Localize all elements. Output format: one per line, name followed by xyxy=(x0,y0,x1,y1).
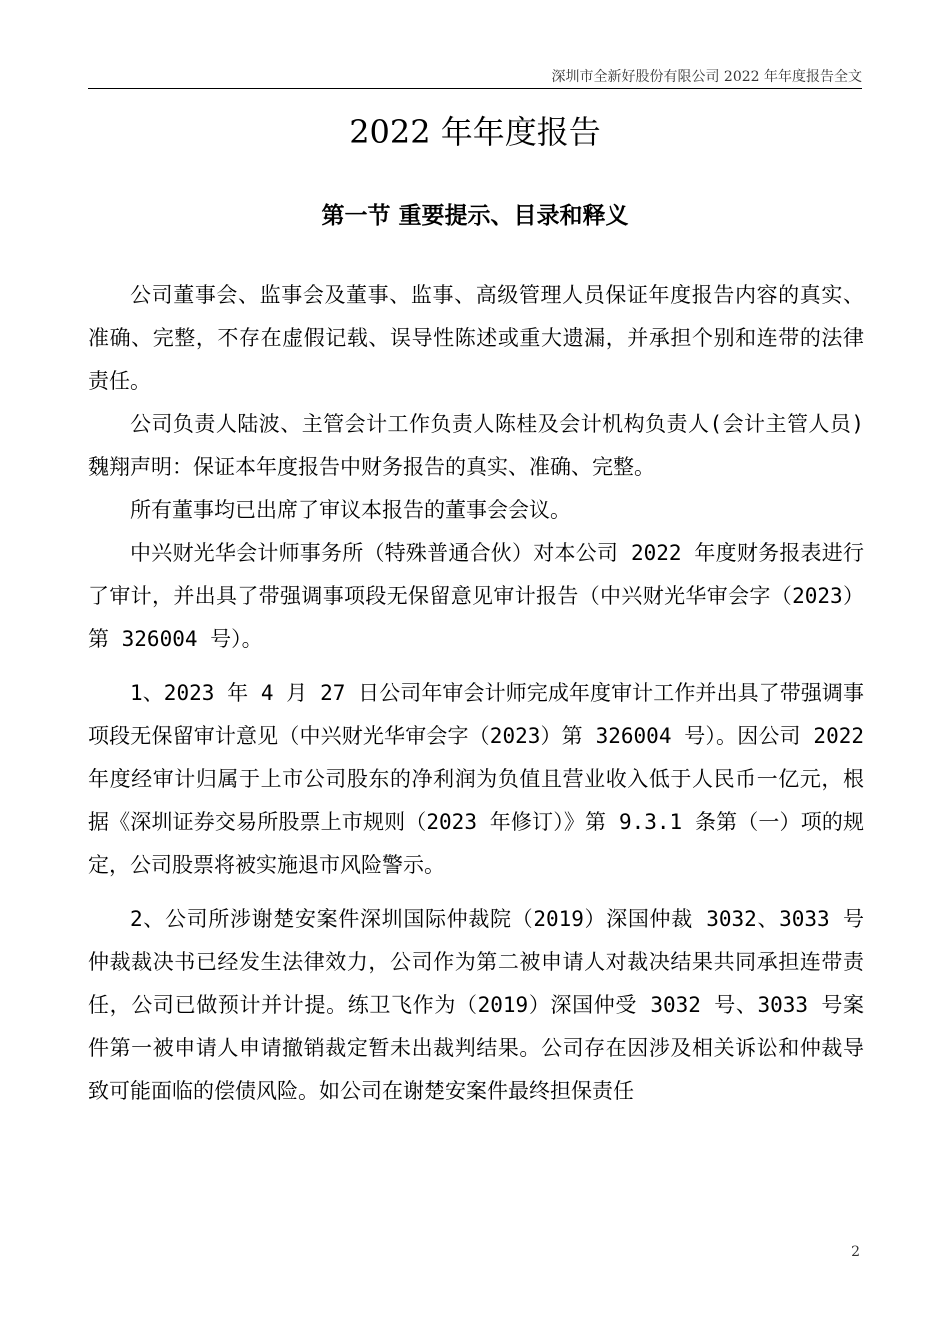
paragraph-gap xyxy=(88,887,864,898)
declaration-block xyxy=(88,274,864,1113)
running-header: 深圳市全新好股份有限公司 2022 年年度报告全文 xyxy=(551,69,862,85)
header-divider xyxy=(88,88,862,89)
page-number: 2 xyxy=(851,1244,860,1260)
paragraph-responsible-persons: 公司负责人陆波、主管会计工作负责人陈桂及会计机构负责人(会计主管人员)魏翔声明：保证本年度报告中财务报告的真实、准确、完整。 xyxy=(88,412,864,479)
paragraph-risk-delisting: 1、2023 年 4 月 27 日公司年审会计师完成年度审计工作并出具了带强调事项段无保留审计意见（中兴财光华审会字（2023）第 326004 号）。因公司 2022 年度经审计归属于上市公司股东的净利润为负值且营业收入低于人民币一亿元，根据《深圳证券交易所股票上市规则（2023 年修订）》第 9.3.1 条第（一）项的规定，公司股票将被实施退市风险警示。 xyxy=(88,681,864,877)
paragraph-audit-opinion: 中兴财光华会计师事务所（特殊普通合伙）对本公司 2022 年度财务报表进行了审计，并出具了带强调事项段无保留意见审计报告（中兴财光华审会字（2023）第 326004 号）。 xyxy=(88,541,864,651)
paragraph-gap xyxy=(88,661,864,672)
paragraph-risk-arbitration: 2、公司所涉谢楚安案件深圳国际仲裁院（2019）深国仲裁 3032、3033 号仲裁裁决书已经发生法律效力，公司作为第二被申请人对裁决结果共同承担连带责任，公司已做预计并计提。练卫飞作为（2019）深国仲受 3032 号、3033 号案件第一被申请人申请撤销裁定暂未出裁判结果。公司存在因涉及相关诉讼和仲裁导致可能面临的偿债风险。如公司在谢楚安案件最终担保责任 xyxy=(88,907,864,1103)
document-title: 2022 年年度报告 xyxy=(349,113,601,151)
section-title: 第一节 重要提示、目录和释义 xyxy=(321,203,629,229)
paragraph-board-attendance: 所有董事均已出席了审议本报告的董事会会议。 xyxy=(130,498,571,522)
paragraph-responsibility: 公司董事会、监事会及董事、监事、高级管理人员保证年度报告内容的真实、准确、完整，不存在虚假记载、误导性陈述或重大遗漏，并承担个别和连带的法律责任。 xyxy=(88,283,864,393)
